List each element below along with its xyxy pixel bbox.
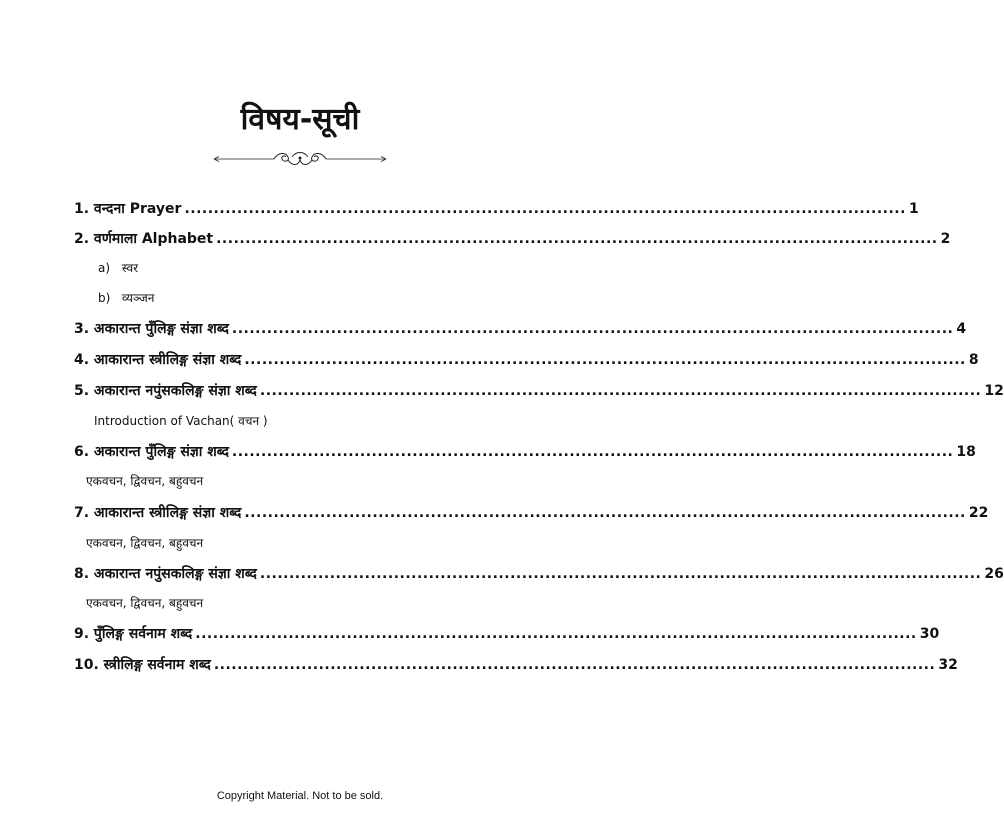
- toc-entry-5[interactable]: [74, 377, 1004, 401]
- dot-leader: ............................................................................................................................: [213, 657, 936, 673]
- dot-leader: ............................................................................................................................: [184, 201, 906, 217]
- subitem-marker: a): [98, 261, 111, 275]
- subitem-text: स्वर: [121, 261, 139, 275]
- dot-leader: ............................................................................................................................: [216, 231, 938, 247]
- toc-entry-page: 2: [940, 231, 951, 247]
- toc-entry-label: 8. अकारान्त नपुंसकलिङ्ग संज्ञा शब्द: [74, 566, 257, 582]
- decorative-flourish-icon: [212, 148, 388, 170]
- dot-leader: ............................................................................................................................: [244, 505, 966, 521]
- toc-entry-page: 4: [956, 321, 967, 337]
- toc-entry-label: 9. पुँलिङ्ग सर्वनाम शब्द: [74, 626, 193, 642]
- number-note: एकवचन, द्विवचन, बहुवचन: [86, 474, 204, 488]
- toc-entry-10[interactable]: [74, 651, 958, 675]
- toc-entry-8[interactable]: [74, 560, 1004, 584]
- toc-entry-page: 8: [968, 352, 979, 368]
- toc-entry-6[interactable]: [74, 438, 976, 462]
- toc-entry-label: 7. आकारान्त स्त्रीलिङ्ग संज्ञा शब्द: [74, 505, 242, 521]
- toc-entry-page: 18: [956, 444, 976, 460]
- toc-subitem-b: [98, 289, 154, 307]
- dot-leader: ............................................................................................................................: [259, 383, 982, 399]
- toc-entry-4[interactable]: [74, 346, 979, 370]
- number-note: एकवचन, द्विवचन, बहुवचन: [86, 596, 204, 610]
- toc-entry-1[interactable]: [74, 195, 919, 219]
- toc-entry-9[interactable]: [74, 620, 940, 644]
- toc-entry-page: 30: [919, 626, 940, 642]
- dot-leader: ............................................................................................................................: [195, 626, 917, 642]
- toc-subitem-a: [98, 259, 138, 277]
- dot-leader: ............................................................................................................................: [244, 352, 966, 368]
- page-title: विषय-सूची: [240, 102, 360, 137]
- toc-entry-label: 3. अकारान्त पुँलिङ्ग संज्ञा शब्द: [74, 321, 229, 337]
- toc-entry-label: 1. वन्दना Prayer: [74, 201, 182, 217]
- toc-entry-page: 1: [908, 201, 919, 217]
- toc-entry-page: 26: [984, 566, 1004, 582]
- subitem-text: व्यञ्जन: [121, 291, 155, 305]
- dot-leader: ............................................................................................................................: [231, 321, 954, 337]
- toc-entry-label: 5. अकारान्त नपुंसकलिङ्ग संज्ञा शब्द: [74, 383, 257, 399]
- toc-entry-label: 10. स्त्रीलिङ्ग सर्वनाम शब्द: [74, 657, 211, 673]
- toc-entry-label: 4. आकारान्त स्त्रीलिङ्ग संज्ञा शब्द: [74, 352, 242, 368]
- toc-entry-7[interactable]: [74, 499, 989, 523]
- toc-entry-2[interactable]: [74, 225, 951, 249]
- number-note: एकवचन, द्विवचन, बहुवचन: [86, 536, 204, 550]
- dot-leader: ............................................................................................................................: [259, 566, 982, 582]
- toc-entry-page: 12: [984, 383, 1004, 399]
- dot-leader: ............................................................................................................................: [231, 444, 954, 460]
- copyright-footer: Copyright Material. Not to be sold.: [216, 790, 384, 802]
- subitem-marker: b): [98, 291, 111, 305]
- toc-entry-label: 6. अकारान्त पुँलिङ्ग संज्ञा शब्द: [74, 444, 229, 460]
- toc-entry-page: 32: [938, 657, 958, 673]
- toc-entry-page: 22: [968, 505, 989, 521]
- toc-entry-label: 2. वर्णमाला Alphabet: [74, 231, 214, 247]
- toc-entry-3[interactable]: [74, 315, 967, 339]
- vachan-intro: Introduction of Vachan( वचन ): [94, 414, 268, 428]
